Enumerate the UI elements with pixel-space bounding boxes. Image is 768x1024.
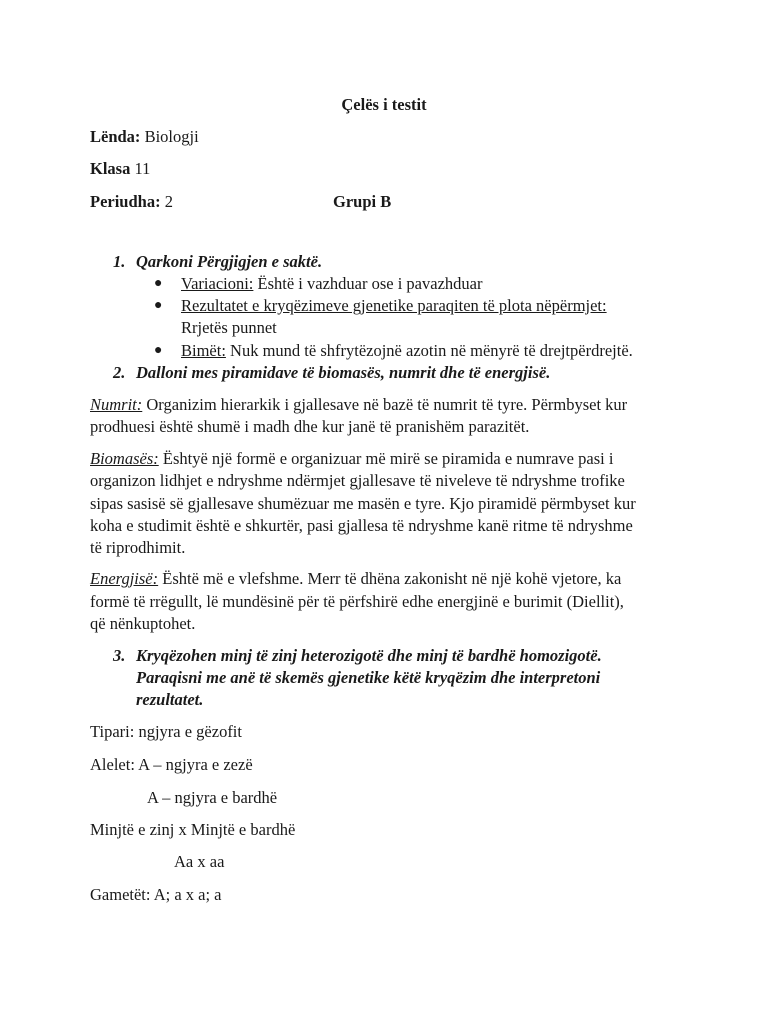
period-value: 2 [164,192,173,211]
bullet-icon: ● [154,298,163,313]
bullet-icon: ● [154,276,163,291]
q1-bullet-1-label: Variacioni: [181,274,254,293]
numrit-line-1 [90,394,627,416]
period-label: Periudha: [90,192,161,211]
q3-text-1: Kryqëzohen minj të zinj heterozigotë dhe minj të bardhë homozigotë. [136,646,602,665]
biomases-text-1: Ështyë një formë e organizuar më mirë se piramida e numrave pasi i [158,449,614,468]
energjise-line-1 [90,568,621,590]
energjise-text-1: Është më e vlefshme. Merr të dhëna zakonisht në një kohë vjetore, ka [158,569,622,588]
biomases-line-4: koha e studimit është e shkurtër, pasi gjallesa të ndryshme kanë ritme të ndryshme [90,516,633,535]
biomases-line-2: organizon lidhjet e ndryshme ndërmjet gjallesave të niveleve të ndryshme trofike [90,471,625,490]
q1-text: Qarkoni Përgjigjen e saktë. [136,252,323,271]
q3-text-2: Paraqisni me anë të skemës gjenetike këtë kryqëzim dhe interpretoni [136,668,601,687]
subject-value: Biologji [144,127,199,146]
q3-text-3: rezultatet. [136,690,204,709]
trait-line: Tipari: ngjyra e gëzofit [90,722,242,741]
genotypes-line: Aa x aa [174,852,225,871]
q1-bullet-2-text: Rrjetës punnet [181,318,277,337]
class-label: Klasa [90,159,131,178]
bullet-icon: ● [154,343,163,358]
alleles-line-2: A – ngjyra e bardhë [147,788,278,807]
numrit-line-2: prodhuesi është shumë i madh dhe kur janë të pranishëm parazitët. [90,417,530,436]
class-line [90,158,150,180]
biomases-line-5: të riprodhimit. [90,538,186,557]
biomases-line-1 [90,448,613,470]
q1-bullet-3-text: Nuk mund të shfrytëzojnë azotin në mënyrë të drejtpërdrejtë. [225,341,633,360]
gametes-line: Gametët: A; a x a; a [90,885,222,904]
q1-number: 1. [113,252,126,271]
energjise-line-2: formë të rrëgullt, lë mundësinë për të përfshirë edhe energjinë e burimit (Diellit), [90,592,624,611]
cross-line: Minjtë e zinj x Minjtë e bardhë [90,820,296,839]
subject-label: Lënda: [90,127,141,146]
q1-bullet-1 [181,273,482,295]
q2-text: Dalloni mes piramidave të biomasës, numrit dhe të energjisë. [136,363,551,382]
q1-bullet-2-label: Rezultatet e kryqëzimeve gjenetike paraqiten të plota nëpërmjet: [181,296,607,315]
q1-bullet-3-label: Bimët: [181,341,226,360]
biomases-label: Biomasës: [90,449,159,468]
period-line [90,191,173,213]
q2-number: 2. [113,363,126,382]
q3-number: 3. [113,646,126,665]
group-label: Grupi B [333,192,392,211]
subject-line [90,126,199,148]
class-value: 11 [134,159,151,178]
numrit-text-1: Organizim hierarkik i gjallesave në bazë të numrit të tyre. Përmbyset kur [142,395,628,414]
energjise-line-3: që nënkuptohet. [90,614,196,633]
document-title: Çelës i testit [341,95,427,114]
biomases-line-3: sipas sasisë së gjallesave shumëzuar me masën e tyre. Kjo piramidë përmbyset kur [90,494,636,513]
numrit-label: Numrit: [90,395,143,414]
alleles-line-1: Alelet: A – ngjyra e zezë [90,755,253,774]
q1-bullet-3 [181,340,633,362]
energjise-label: Energjisë: [90,569,159,588]
q1-bullet-1-text: Është i vazhduar ose i pavazhduar [253,274,483,293]
